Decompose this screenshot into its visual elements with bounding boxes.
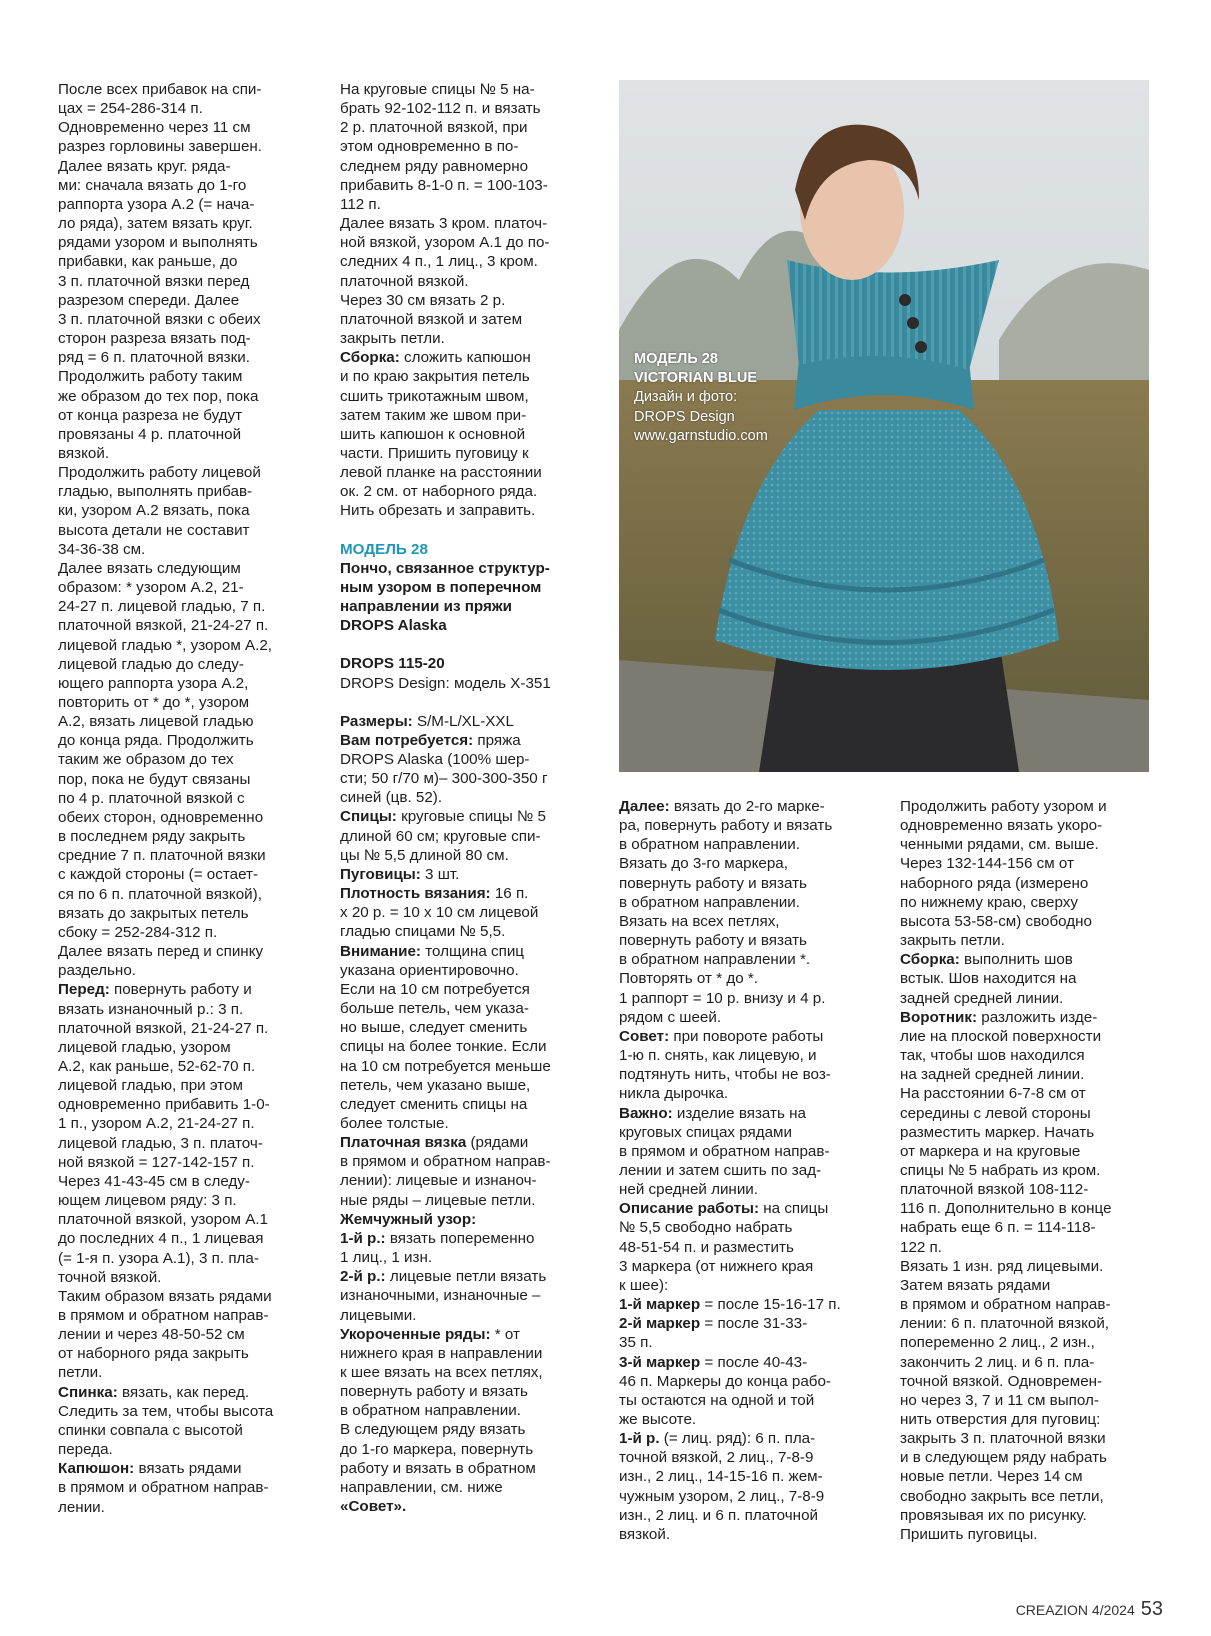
text-line: 1-ю п. снять, как лицевую, и (619, 1047, 817, 1065)
text-line: гладью, выполнять прибав- (58, 483, 253, 501)
text-line: DROPS Alaska (340, 617, 447, 635)
drops-design: DROPS Design: модель X-351 (340, 674, 551, 692)
text-line: Следить за тем, чтобы высота (58, 1402, 274, 1420)
text-line: Продолжить работу узором и (900, 798, 1107, 815)
text-line: нить отверстия для пуговиц: (900, 1411, 1101, 1428)
text-line: (= 1-я п. узора А.1), 3 п. пла- (58, 1249, 259, 1267)
text-line: Одновременно через 11 см (58, 119, 251, 137)
text-line: сти; 50 г/70 м)– 300-300-350 г (340, 770, 548, 788)
text-line: на задней средней линии. (900, 1066, 1085, 1084)
text-line: провязывая их по рисунку. (900, 1506, 1087, 1524)
text-line: свободно закрыть все петли, (900, 1487, 1104, 1505)
text-line: в прямом и обратном направ- (58, 1307, 269, 1324)
text-line: спицы на более тонкие. Если (340, 1038, 547, 1056)
text-line: 1-й маркер = после 15-16-17 п. (619, 1296, 841, 1314)
text-line: лицевой гладью, 3 п. платоч- (58, 1134, 263, 1152)
text-line: но через 3, 7 и 11 см выпол- (900, 1391, 1099, 1409)
text-line: платочной вязкой, узором А.1 (58, 1211, 268, 1229)
text-line: рядом с шеей. (619, 1008, 722, 1026)
text-line: После всех прибавок на спи- (58, 81, 262, 98)
text-line: Далее вязать 3 кром. платоч- (340, 215, 548, 233)
text-line: Сборка: сложить капюшон (340, 349, 531, 367)
text-line: Затем вязать рядами (900, 1276, 1051, 1294)
text-line: точной вязкой. (58, 1268, 162, 1286)
text-line: следует сменить спицы на (340, 1095, 528, 1113)
text-line: раппорта узора А.2 (= нача- (58, 195, 255, 213)
text-line: 122 п. (900, 1238, 943, 1256)
text-line: петель, чем указано выше, (340, 1076, 531, 1094)
text-line: нижнего края в направлении (340, 1344, 543, 1362)
text-line: ки, узором А.2 вязать, пока (58, 502, 250, 520)
text-line: гладью спицами № 5,5. (340, 923, 506, 941)
model-heading: МОДЕЛЬ 28 (340, 540, 428, 558)
text-line: закрыть петли. (900, 932, 1005, 950)
text-line: 112 п. (340, 195, 381, 213)
text-line: закончить 2 лиц. и 6 п. пла- (900, 1353, 1095, 1371)
materials-and-patterns (340, 712, 588, 1517)
text-line: середины с левой стороны (900, 1104, 1091, 1122)
text-line: в прямом и обратном направ- (58, 1479, 269, 1497)
text-line: наборного ряда (измерено (900, 874, 1089, 892)
text-line: 34-36-38 см. (58, 540, 146, 558)
caption-name: VICTORIAN BLUE (634, 370, 757, 387)
text-line: провязаны 4 р. платочной (58, 425, 242, 443)
text-line: Пончо, связанное структур- (340, 559, 550, 577)
text-line: 2-й маркер = после 31-33- (619, 1315, 808, 1333)
text-line: ней средней линии. (619, 1181, 759, 1199)
text-line: к шее вязать на всех петлях, (340, 1364, 543, 1381)
text-line: платочной вязкой и затем (340, 310, 523, 328)
text-line: 24-27 п. лицевой гладью, 7 п. (58, 598, 266, 616)
text-line: ок. 2 см. от наборного ряда. (340, 483, 538, 501)
text-line: новые петли. Через 14 см (900, 1468, 1083, 1486)
text-line: в обратном направлении. (619, 893, 800, 911)
text-line: одновременно прибавить 1-0- (58, 1096, 270, 1114)
text-line: лицевой гладью, узором (58, 1038, 231, 1056)
text-line: ты остаются на одной и той (619, 1391, 815, 1409)
text-line: чужным узором, 2 лиц., 7-8-9 (619, 1487, 825, 1505)
text-line: повернуть работу и вязать (619, 932, 807, 950)
text-line: А.2, вязать лицевой гладью (58, 713, 254, 731)
text-line: закрыть 3 п. платочной вязки (900, 1430, 1106, 1448)
text-line: платочной вязкой, 21-24-27 п. (58, 1019, 269, 1037)
text-line: Капюшон: вязать рядами (58, 1460, 242, 1478)
text-line: Далее вязать круг. ряда- (58, 157, 231, 175)
text-line: Совет: при повороте работы (619, 1027, 824, 1045)
text-line: в прямом и обратном направ- (340, 1153, 551, 1171)
text-line: от конца разреза не будут (58, 406, 243, 424)
text-line: с каждой стороны (= остает- (58, 866, 259, 884)
text-line: «Совет». (340, 1498, 407, 1516)
text-line: ченными рядами, см. выше. (900, 836, 1099, 854)
text-line: встык. Шов находится на (900, 970, 1077, 988)
text-line: ной вязкой = 127-142-157 п. (58, 1153, 255, 1171)
text-line: Повторять от * до *. (619, 970, 758, 988)
text-line: работу и вязать в обратном (340, 1459, 536, 1477)
column-4-lines (900, 797, 1162, 1544)
text-line: повернуть работу и вязать (340, 1383, 528, 1401)
text-line: рядами узором и выполнять (58, 234, 258, 252)
text-line: подтянуть нить, чтобы не воз- (619, 1066, 831, 1084)
text-line: 3 п. платочной вязки перед (58, 272, 250, 290)
text-line: до конца ряда. Продолжить (58, 732, 254, 750)
text-line: брать 92-102-112 п. и вязать (340, 100, 541, 118)
model-title (340, 559, 588, 636)
column-1-lines (58, 80, 306, 1517)
text-line: и по краю закрытия петель (340, 368, 530, 386)
page-number: 53 (1140, 1598, 1163, 1620)
text-line: следнем ряду равномерно (340, 157, 529, 175)
text-line: попеременно 2 лиц., 2 изн., (900, 1334, 1095, 1352)
text-line: Через 41-43-45 см в следу- (58, 1172, 250, 1190)
text-column-2 (340, 80, 588, 1516)
text-line: разместить маркер. Начать (900, 1123, 1095, 1141)
text-line: более толстые. (340, 1114, 449, 1132)
text-line: ным узором в поперечном (340, 578, 542, 596)
text-line: Сборка: выполнить шов (900, 951, 1073, 969)
text-line: одновременно вязать укоро- (900, 817, 1103, 835)
text-line: Далее вязать следующим (58, 559, 241, 577)
text-line: А.2, как раньше, 52-62-70 п. (58, 1057, 256, 1075)
text-line: лицевыми. (340, 1306, 417, 1324)
text-line: до 1-го маркера, повернуть (340, 1440, 534, 1458)
text-line: 3 маркера (от нижнего края (619, 1257, 814, 1275)
text-line: Далее вязать перед и спинку (58, 943, 264, 961)
column-3-lines (619, 797, 874, 1544)
text-line: следних 4 п., 1 лиц., 3 кром. (340, 253, 538, 271)
text-line: лицевой гладью до следу- (58, 655, 244, 673)
text-line: никла дырочка. (619, 1085, 729, 1103)
text-line: ющем лицевом ряду: 3 п. (58, 1192, 237, 1210)
text-line: лении и затем сшить по зад- (619, 1161, 822, 1179)
text-line: платочной вязкой. (340, 272, 469, 290)
text-line: Перед: повернуть работу и (58, 981, 252, 999)
text-line: На круговые спицы № 5 на- (340, 81, 535, 98)
text-line: спицы № 5 набрать из кром. (900, 1161, 1101, 1179)
text-line: Пуговицы: 3 шт. (340, 865, 460, 883)
text-line: в последнем ряду закрыть (58, 828, 246, 846)
text-line: Важно: изделие вязать на (619, 1104, 806, 1122)
text-line: этом одновременно в по- (340, 138, 519, 156)
text-line: шить капюшон к основной (340, 425, 526, 443)
text-line: затем таким же швом при- (340, 406, 527, 424)
text-line: в обратном направлении. (340, 1402, 521, 1420)
text-line: Если на 10 см потребуется (340, 980, 530, 998)
text-column-1 (58, 80, 306, 1517)
text-line: Продолжить работу лицевой (58, 464, 261, 482)
text-line: высота детали не составит (58, 521, 250, 539)
text-line: Через 132-144-156 см от (900, 855, 1074, 873)
text-line: задней средней линии. (900, 989, 1064, 1007)
text-line: ряд = 6 п. платочной вязки. (58, 349, 250, 367)
text-line: лие на плоской поверхности (900, 1027, 1102, 1045)
text-line: вязать изнаночный р.: 3 п. (58, 1000, 244, 1018)
text-line: На расстоянии 6-7-8 см от (900, 1085, 1086, 1103)
text-line: Вам потребуется: пряжа (340, 731, 521, 749)
text-line: лении. (58, 1498, 105, 1516)
text-line: Через 30 см вязать 2 р. (340, 291, 506, 309)
text-line: Воротник: разложить изде- (900, 1008, 1098, 1026)
text-line: ной вязкой, узором А.1 до по- (340, 234, 550, 252)
text-line: Продолжить работу таким (58, 368, 243, 386)
text-line: в обратном направлении. (619, 836, 800, 854)
text-line: № 5,5 свободно набрать (619, 1219, 793, 1237)
text-line: точной вязкой. Одновремен- (900, 1372, 1103, 1390)
text-line: ные ряды – лицевые петли. (340, 1191, 536, 1209)
text-line: 46 п. Маркеры до конца рабо- (619, 1372, 831, 1390)
text-line: высота 53-58-см) свободно (900, 912, 1092, 930)
caption-model: МОДЕЛЬ 28 (634, 351, 718, 367)
text-line: в обратном направлении *. (619, 951, 811, 969)
text-line: 1-й р.: вязать попеременно (340, 1229, 535, 1247)
text-line: повернуть работу и вязать (619, 874, 807, 892)
text-line: указана ориентировочно. (340, 961, 519, 979)
text-line: Вязать 1 изн. ряд лицевыми. (900, 1257, 1104, 1275)
text-line: части. Пришить пуговицу к (340, 444, 529, 462)
text-column-4 (900, 797, 1162, 1544)
text-line: платочной вязкой, 21-24-27 п. (58, 617, 269, 635)
text-line: левой планке на расстоянии (340, 464, 542, 482)
text-line: же образом до тех пор, пока (58, 387, 259, 405)
text-line: Платочная вязка (рядами (340, 1134, 529, 1152)
page-footer (1016, 1598, 1163, 1621)
text-line: сторон разреза вязать под- (58, 330, 251, 348)
text-line: прибавки, как раньше, до (58, 253, 238, 271)
text-line: ся по 6 п. платочной вязкой), (58, 885, 262, 903)
text-line: спинки совпала с высотой (58, 1421, 243, 1439)
text-line: в прямом и обратном направ- (619, 1142, 830, 1160)
text-line: Далее: вязать до 2-го марке- (619, 798, 825, 815)
text-line: 48-51-54 п. и разместить (619, 1238, 794, 1256)
text-line: Вязать до 3-го маркера, (619, 855, 788, 873)
text-line: же высоте. (619, 1411, 697, 1428)
text-line: Спицы: круговые спицы № 5 (340, 808, 546, 826)
text-line: повторить от * до *, узором (58, 694, 250, 711)
text-line: Нить обрезать и заправить. (340, 502, 536, 520)
text-line: набрать еще 6 п. = 114-118- (900, 1219, 1096, 1237)
text-line: платочной вязкой 108-112- (900, 1181, 1089, 1199)
text-line: раздельно. (58, 962, 136, 980)
text-line: разрезом спереди. Далее (58, 291, 240, 309)
text-line: лении и через 48-50-52 см (58, 1326, 245, 1344)
text-line: к шее): (619, 1276, 669, 1294)
text-line: изнаночными, изнаночные – (340, 1287, 541, 1305)
text-line: обеих сторон, одновременно (58, 808, 264, 826)
text-line: средние 7 п. платочной вязки (58, 847, 266, 865)
text-line: сшить трикотажным швом, (340, 387, 529, 405)
text-line: 2 р. платочной вязкой, при (340, 119, 528, 137)
text-line: Укороченные ряды: * от (340, 1325, 520, 1343)
text-line: от маркера и на круговые (900, 1142, 1081, 1160)
text-line: 1 п., узором А.2, 21-24-27 п. (58, 1115, 255, 1133)
text-line: закрыть петли. (340, 330, 445, 348)
text-line: 35 п. (619, 1334, 653, 1352)
text-line: от наборного ряда закрыть (58, 1345, 249, 1363)
text-line: 116 п. Дополнительно в конце (900, 1200, 1112, 1218)
text-line: 2-й р.: лицевые петли вязать (340, 1268, 547, 1286)
text-line: петли. (58, 1364, 103, 1382)
text-line: по нижнему краю, сверху (900, 893, 1078, 911)
text-line: Пришить пуговицы. (900, 1525, 1038, 1543)
caption-brand: DROPS Design (634, 408, 735, 425)
text-line: 3-й маркер = после 40-43- (619, 1353, 808, 1371)
text-line: цах = 254-286-314 п. (58, 100, 203, 118)
text-line: переда. (58, 1441, 113, 1459)
text-line: изн., 2 лиц., 14-15-16 п. жем- (619, 1468, 823, 1486)
photo-caption (634, 350, 768, 446)
magazine-issue: CREAZION 4/2024 (1015, 1602, 1135, 1618)
text-line: 1 лиц., 1 изн. (340, 1249, 433, 1267)
text-line: направлении, см. ниже (340, 1478, 503, 1496)
text-line: цы № 5,5 длиной 80 см. (340, 846, 509, 864)
text-line: ющего раппорта узора А.2, (58, 674, 249, 692)
text-line: вязкой. (58, 444, 110, 462)
text-line: ло ряда), затем вязать круг. (58, 215, 253, 233)
text-line: Плотность вязания: 16 п. (340, 885, 529, 903)
text-line: пор, пока не будут связаны (58, 770, 251, 788)
text-line: по 4 р. платочной вязкой с (58, 789, 245, 807)
text-line: прибавить 8-1-0 п. = 100-103- (340, 176, 548, 194)
text-line: до последних 4 п., 1 лицевая (58, 1230, 264, 1248)
text-line: направлении из пряжи (340, 598, 512, 616)
text-line: круговых спицах рядами (619, 1123, 792, 1141)
text-line: 3 п. платочной вязки с обеих (58, 310, 261, 328)
drops-code: DROPS 115-20 (340, 655, 445, 673)
text-line: таким же образом до тех (58, 751, 234, 769)
text-line: но выше, следует сменить (340, 1019, 528, 1037)
text-line: на 10 см потребуется меньше (340, 1057, 551, 1075)
caption-credit: Дизайн и фото: (634, 389, 738, 406)
text-line: лицевой гладью, при этом (58, 1077, 243, 1095)
caption-url: www.garnstudio.com (634, 427, 768, 444)
text-line: 1-й р. (= лиц. ряд): 6 п. пла- (619, 1430, 816, 1448)
text-line: сбоку = 252-284-312 п. (58, 923, 218, 941)
text-line: Вязать на всех петлях, (619, 912, 780, 930)
text-line: больше петель, чем указа- (340, 1000, 529, 1018)
hood-instructions (340, 80, 588, 521)
text-line: так, чтобы шов находился (900, 1047, 1085, 1065)
text-column-3 (619, 797, 874, 1544)
text-line: в прямом и обратном направ- (900, 1296, 1111, 1314)
text-line: лении): лицевые и изнаноч- (340, 1172, 537, 1190)
text-line: В следующем ряду вязать (340, 1421, 526, 1439)
text-line: Жемчужный узор: (340, 1210, 477, 1228)
text-line: Размеры: S/M-L/XL-XXL (340, 712, 515, 730)
text-line: Таким образом вязать рядами (58, 1287, 272, 1305)
text-line: 1 раппорт = 10 р. внизу и 4 р. (619, 989, 826, 1007)
text-line: Внимание: толщина спиц (340, 942, 524, 960)
text-line: ми: сначала вязать до 1-го (58, 176, 247, 194)
text-line: длиной 60 см; круговые спи- (340, 827, 541, 845)
text-line: синей (цв. 52). (340, 789, 443, 807)
text-line: разрез горловины завершен. (58, 138, 262, 156)
text-line: лицевой гладью *, узором А.2, (58, 636, 273, 654)
text-line: изн., 2 лиц. и 6 п. платочной (619, 1506, 819, 1524)
text-line: Описание работы: на спицы (619, 1200, 829, 1218)
text-line: Спинка: вязать, как перед. (58, 1383, 250, 1401)
text-line: и в следующем ряду набрать (900, 1449, 1107, 1467)
text-line: вязать до закрытых петель (58, 904, 249, 922)
text-line: лении: 6 п. платочной вязкой, (900, 1315, 1110, 1333)
text-line: точной вязкой, 2 лиц., 7-8-9 (619, 1449, 814, 1467)
text-line: х 20 р. = 10 х 10 см лицевой (340, 904, 539, 922)
text-line: DROPS Alaska (100% шер- (340, 751, 530, 768)
text-line: вязкой. (619, 1525, 671, 1543)
text-line: образом: * узором А.2, 21- (58, 579, 244, 597)
text-line: ра, повернуть работу и вязать (619, 817, 833, 835)
